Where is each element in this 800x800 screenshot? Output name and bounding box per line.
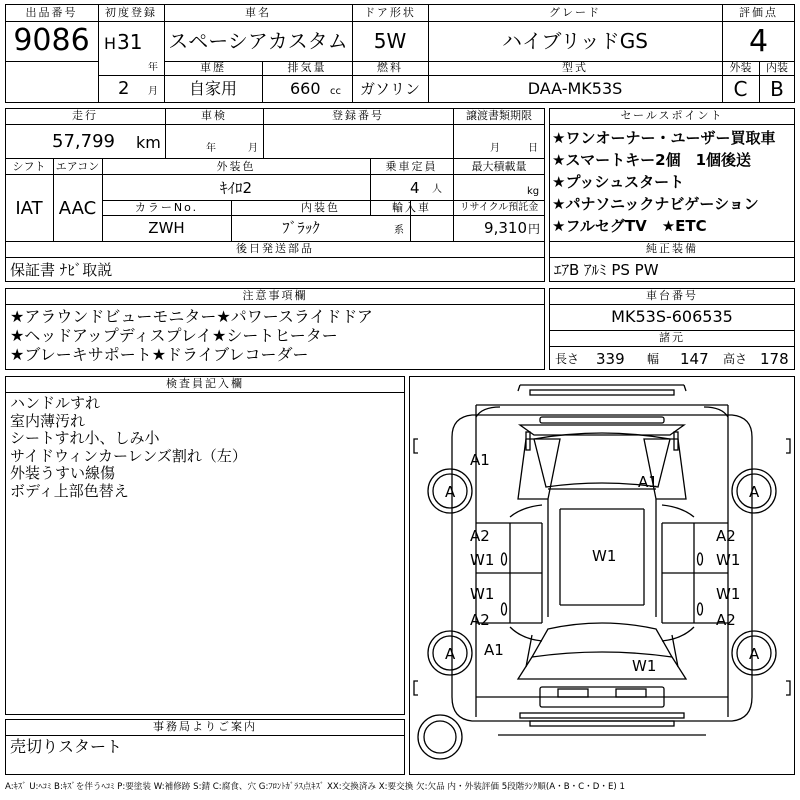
interior-color-value: ﾌﾞﾗｯｸ xyxy=(282,219,320,237)
fuel-value: ガソリン xyxy=(359,80,420,98)
inspector-line: 室内薄汚れ xyxy=(10,411,86,430)
notes-label: 注意事項欄 xyxy=(242,289,308,302)
history-label: 車歴 xyxy=(200,61,226,74)
aircon-label: エアコン xyxy=(55,160,100,173)
transfer-day-unit: 日 xyxy=(528,143,538,154)
shipping-parts-value: 保証書 ﾅﾋﾞ取説 xyxy=(10,261,113,279)
inspector-line: ボディ上部色替え xyxy=(10,481,129,500)
fuel-label: 燃料 xyxy=(377,61,403,74)
damage-mark: W1 xyxy=(470,551,495,569)
inspector-line: シートすれ小、しみ小 xyxy=(10,429,160,448)
inspector-label: 検査員記入欄 xyxy=(166,377,244,390)
sales-point-item: ★フルセグTV ★ETC xyxy=(552,217,707,235)
height-value: 178 xyxy=(760,350,789,368)
max-load-label: 最大積載量 xyxy=(471,160,527,173)
exterior-color-label: 外装色 xyxy=(216,160,256,173)
interior-color-label: 内装色 xyxy=(301,201,340,214)
model-code-value: DAA-MK53S xyxy=(527,79,623,98)
chassis-no-value: MK53S-606535 xyxy=(611,307,733,326)
inspector-line: サイドウィンカーレンズ割れ（左） xyxy=(10,446,247,465)
specs-label: 諸元 xyxy=(659,331,685,344)
grade-value: ハイブリッドGS xyxy=(502,29,648,53)
lot-no-label: 出品番号 xyxy=(25,6,78,19)
note-line: ★ブレーキサポート★ドライブレコーダー xyxy=(10,345,309,364)
inspection-label: 車検 xyxy=(201,109,227,122)
first-reg-month: 2 xyxy=(118,78,130,99)
standard-equipment-label: 純正装備 xyxy=(646,242,698,255)
notes-list xyxy=(10,307,540,367)
aircon-value: AAC xyxy=(58,198,97,219)
door-type-label: ドア形状 xyxy=(364,6,416,19)
damage-mark: A1 xyxy=(470,451,490,469)
interior-grade-value: B xyxy=(770,77,784,101)
first-reg-label: 初度登録 xyxy=(105,6,157,19)
damage-mark: W1 xyxy=(470,585,495,603)
score-label: 評価点 xyxy=(739,6,778,19)
damage-mark: A2 xyxy=(470,527,490,545)
sales-points-label: セールスポイント xyxy=(620,109,724,122)
color-no-value: ZWH xyxy=(148,219,185,237)
width-label: 幅 xyxy=(647,352,660,366)
sales-point-item: ★スマートキー2個 1個後送 xyxy=(552,151,752,169)
first-reg-month-unit: 月 xyxy=(148,86,158,97)
length-value: 339 xyxy=(596,350,625,368)
displacement-value: 660 xyxy=(290,79,321,98)
mileage-unit: km xyxy=(136,133,161,152)
mileage-value: 57,799 xyxy=(52,131,115,152)
door-type-value: 5W xyxy=(373,29,407,53)
damage-mark: A2 xyxy=(470,611,490,629)
damage-mark: W1 xyxy=(716,585,741,603)
recycle-label: リサイクル預託金 xyxy=(459,202,539,213)
sales-point-item: ★プッシュスタート xyxy=(552,173,685,191)
sales-point-item: ★パナソニックナビゲーション xyxy=(552,195,759,213)
transfer-deadline-label: 譲渡書類期限 xyxy=(466,109,532,122)
damage-mark: A2 xyxy=(716,527,736,545)
sales-point-item: ★ワンオーナー・ユーザー買取車 xyxy=(552,129,776,147)
exterior-color-value: ｷｲﾛ2 xyxy=(219,179,253,197)
damage-mark: A xyxy=(445,483,456,501)
inspector-line: 外装うすい線傷 xyxy=(10,464,116,483)
shift-value: IAT xyxy=(15,198,43,219)
shift-label: シフト xyxy=(12,160,46,173)
car-name-label: 車名 xyxy=(245,6,271,19)
exterior-grade-label: 外装 xyxy=(729,61,752,74)
displacement-label: 排気量 xyxy=(287,61,327,74)
score-value: 4 xyxy=(748,24,769,59)
damage-mark: W1 xyxy=(716,551,741,569)
damage-mark: A1 xyxy=(638,473,658,491)
transfer-month-unit: 月 xyxy=(490,143,500,154)
legend-text: A:ｷｽﾞ U:ﾍｺﾐ B:ｷｽﾞを伴うﾍｺﾐ P:要塗装 W:補修跡 S:錆 C:腐食、穴 G:ﾌﾛﾝﾄｶﾞﾗｽ点ｷｽﾞ XX:交換済み X:要交換 欠:欠品 内・外装評価 5段階ﾗﾝｸ順(A・B・C・D・E) 1 xyxy=(5,782,625,792)
inspection-month-unit: 月 xyxy=(248,143,258,154)
damage-diagram xyxy=(409,376,795,775)
lot-no-value: 9086 xyxy=(13,23,90,58)
inspector-line: ハンドルすれ xyxy=(10,394,101,412)
damage-mark: A xyxy=(749,483,760,501)
displacement-unit: cc xyxy=(330,86,341,97)
grade-label: グレード xyxy=(549,6,601,19)
width-value: 147 xyxy=(680,350,709,368)
damage-mark: A xyxy=(749,645,760,663)
car-name-value: スペーシアカスタム xyxy=(168,29,348,53)
first-reg-era: H xyxy=(104,34,117,53)
model-code-label: 型式 xyxy=(562,61,588,74)
capacity-value: 4 xyxy=(410,179,420,197)
damage-mark: A2 xyxy=(716,611,736,629)
capacity-unit: 人 xyxy=(432,184,442,195)
chassis-no-label: 車台番号 xyxy=(646,289,698,302)
damage-mark: W1 xyxy=(592,547,617,565)
office-notice-value: 売切りスタート xyxy=(10,737,123,756)
first-reg-year: 31 xyxy=(117,30,143,54)
damage-mark: W1 xyxy=(632,657,657,675)
damage-mark: A xyxy=(445,645,456,663)
damage-mark: A1 xyxy=(484,641,504,659)
history-value: 自家用 xyxy=(188,79,237,98)
interior-grade-label: 内装 xyxy=(766,61,788,74)
height-label: 高さ xyxy=(723,352,748,366)
standard-equipment-value: ｴｱB ｱﾙﾐ PS PW xyxy=(554,261,659,279)
inspection-year-unit: 年 xyxy=(206,143,216,154)
sales-points-list xyxy=(552,127,794,240)
interior-color-unit: 系 xyxy=(394,225,404,236)
recycle-unit: 円 xyxy=(528,222,541,236)
exterior-grade-value: C xyxy=(733,77,748,101)
note-line: ★アラウンドビューモニター★パワースライドドア xyxy=(10,307,373,326)
first-reg-year-unit: 年 xyxy=(148,62,158,73)
length-label: 長さ xyxy=(555,352,580,366)
note-line: ★ヘッドアップディスプレイ★シートヒーター xyxy=(10,326,338,345)
color-no-label: カラーNo. xyxy=(134,201,199,214)
car-diagram-svg xyxy=(410,377,794,774)
mileage-label: 走行 xyxy=(72,109,98,122)
inspector-notes xyxy=(10,395,402,510)
reg-no-label: 登録番号 xyxy=(332,109,384,122)
capacity-label: 乗車定員 xyxy=(385,160,438,173)
import-label: 輸入車 xyxy=(392,201,431,214)
max-load-unit: kg xyxy=(527,186,540,197)
office-notice-label: 事務局よりご案内 xyxy=(153,720,257,733)
shipping-parts-label: 後日発送部品 xyxy=(236,242,314,255)
recycle-value: 9,310 xyxy=(484,219,527,237)
